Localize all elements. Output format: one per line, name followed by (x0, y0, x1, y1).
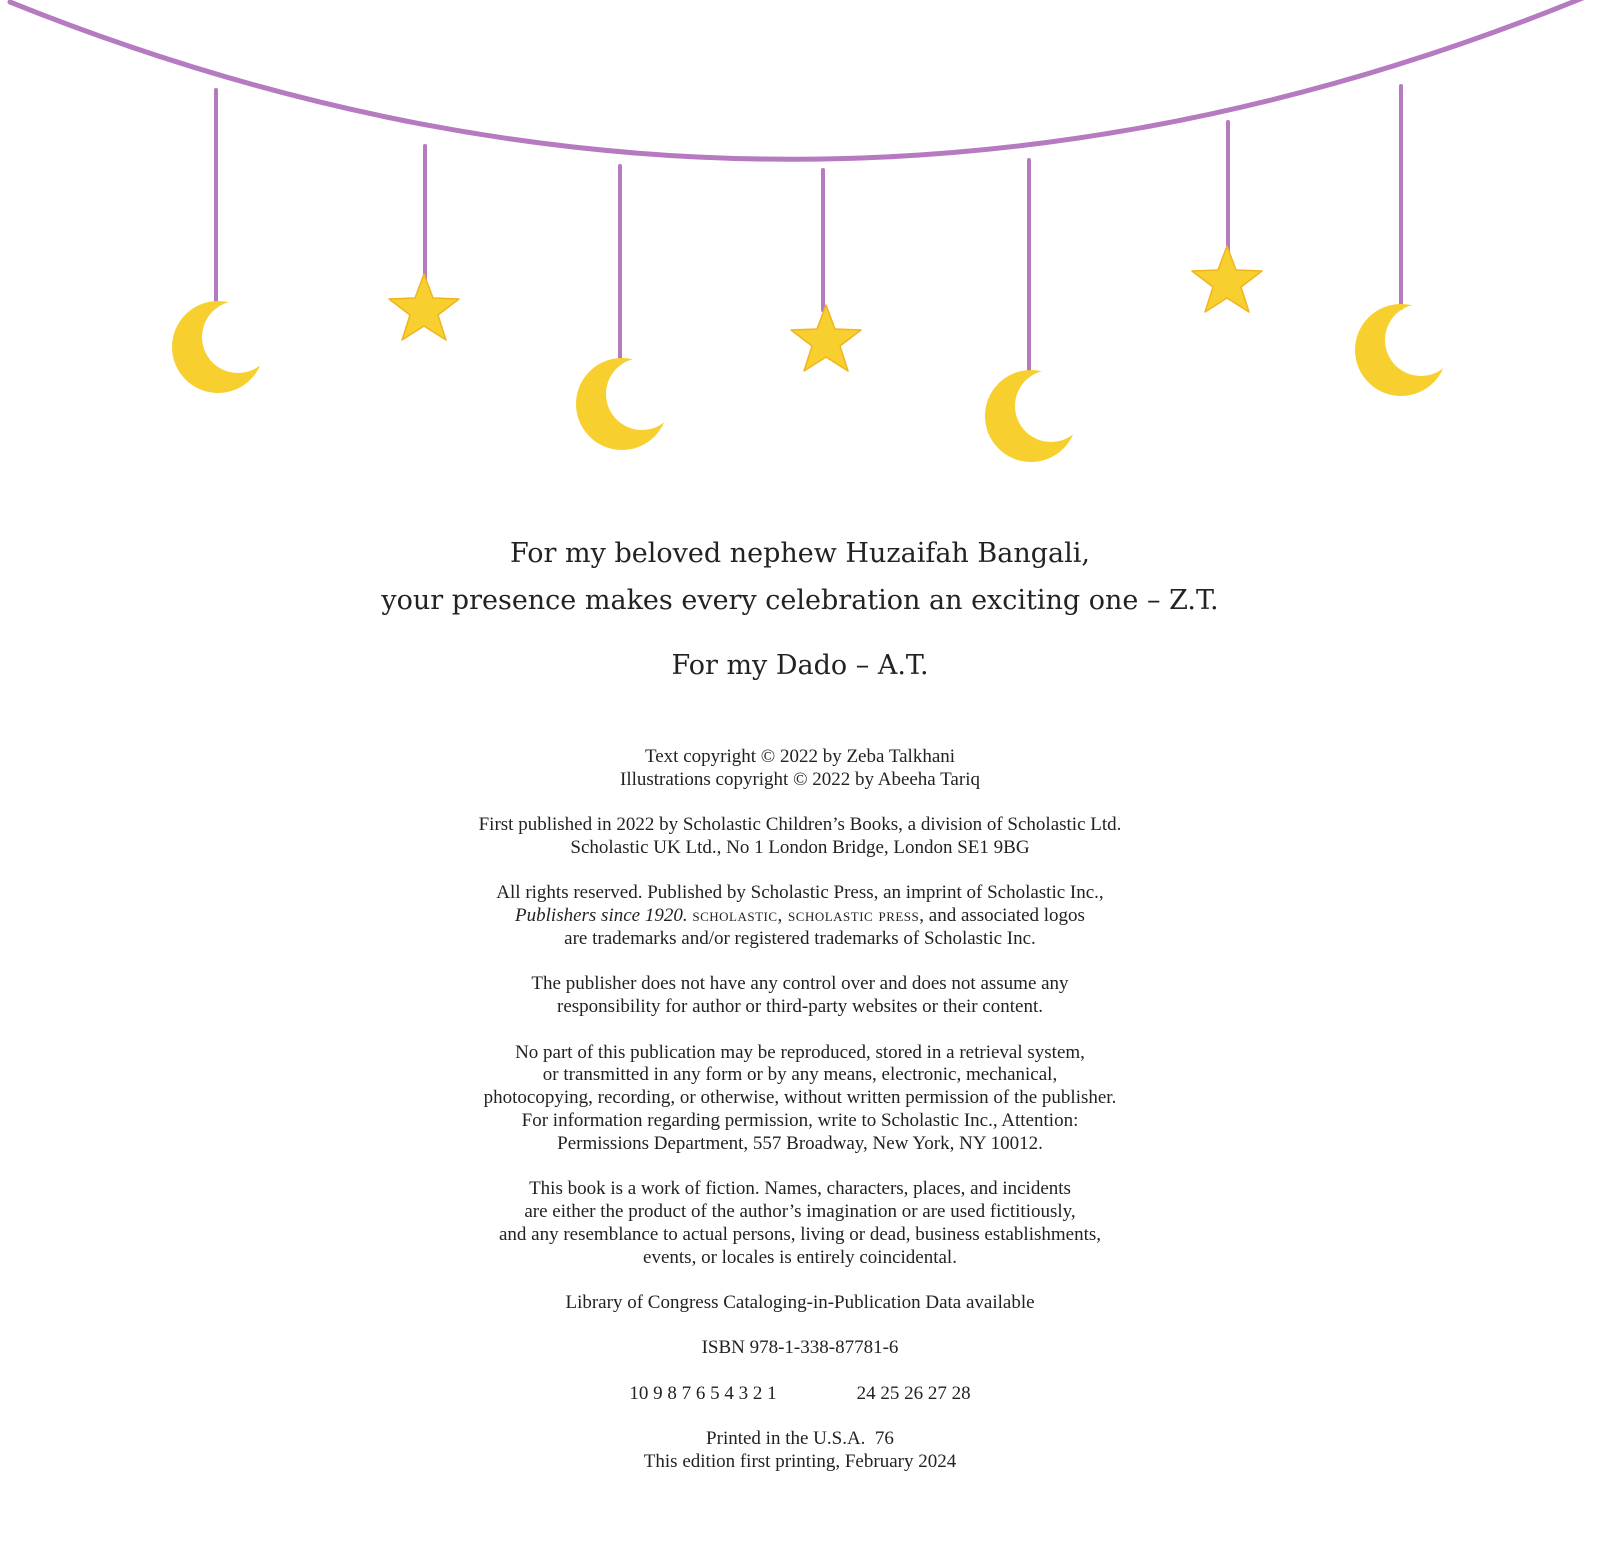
dedication (0, 530, 1600, 689)
fiction-line: are either the product of the author’s imagination or are used fictitiously, (524, 1200, 1076, 1222)
dedication-line: your presence makes every celebration an exciting one – Z.T. (381, 585, 1219, 616)
reproduction-line: or transmitted in any form or by any means, electronic, mechanical, (542, 1064, 1058, 1086)
star-icon (389, 274, 459, 340)
printing-numbers (0, 1383, 1600, 1406)
reproduction-notice (0, 1042, 1600, 1156)
moon-icon (576, 358, 668, 450)
publisher-disclaimer (0, 973, 1600, 1019)
star-icon (791, 305, 861, 371)
edition-line: This edition first printing, February 2024 (643, 1450, 957, 1472)
library-notice (0, 1292, 1600, 1315)
dedication-line: For my beloved nephew Huzaifah Bangali, (510, 538, 1090, 569)
reproduction-line: For information regarding permission, write to Scholastic Inc., Attention: (521, 1109, 1079, 1131)
rights-rest: , and associated logos (919, 905, 1085, 927)
moon-icon (172, 301, 264, 393)
year-line-numbers: 24 25 26 27 28 (856, 1382, 971, 1404)
print-line-numbers: 10 9 8 7 6 5 4 3 2 1 (629, 1382, 777, 1404)
fiction-line: and any resemblance to actual persons, living or dead, business establishments, (498, 1223, 1102, 1245)
rights-notice (0, 882, 1600, 950)
published-line: Scholastic UK Ltd., No 1 London Bridge, London SE1 9BG (570, 836, 1030, 858)
garland-illustration (0, 0, 1600, 480)
disclaimer-line: The publisher does not have any control over and does not assume any (531, 973, 1069, 995)
moon-icon (985, 370, 1077, 462)
trademark-names: scholastic, scholastic press (692, 905, 920, 927)
rights-line (0, 905, 1600, 928)
moon-icon (1355, 304, 1447, 396)
rights-line: are trademarks and/or registered trademarks of Scholastic Inc. (564, 927, 1036, 949)
printed-in: Printed in the U.S.A. 76 (706, 1428, 894, 1450)
fiction-line: events, or locales is entirely coincidental. (643, 1246, 957, 1268)
published-line: First published in 2022 by Scholastic Children’s Books, a division of Scholastic Ltd. (478, 814, 1122, 836)
library-line: Library of Congress Cataloging-in-Publication Data available (565, 1291, 1035, 1313)
illustrations-copyright: Illustrations copyright © 2022 by Abeeha Tariq (620, 768, 980, 790)
fiction-line: This book is a work of fiction. Names, characters, places, and incidents (529, 1178, 1071, 1200)
disclaimer-line: responsibility for author or third-party websites or their content. (557, 996, 1043, 1018)
printing-notice (0, 1428, 1600, 1474)
rights-line: All rights reserved. Published by Scholastic Press, an imprint of Scholastic Inc., (496, 882, 1104, 904)
publication-notice (0, 814, 1600, 860)
dedication-line: For my Dado – A.T. (671, 650, 929, 681)
fiction-notice (0, 1178, 1600, 1269)
text-copyright: Text copyright © 2022 by Zeba Talkhani (644, 746, 956, 767)
reproduction-line: Permissions Department, 557 Broadway, New York, NY 10012. (557, 1132, 1043, 1154)
isbn-notice (0, 1337, 1600, 1360)
garland-string (10, 0, 1590, 159)
reproduction-line: No part of this publication may be reproduced, stored in a retrieval system, (515, 1041, 1085, 1063)
isbn: ISBN 978-1-338-87781-6 (701, 1337, 899, 1359)
reproduction-line: photocopying, recording, or otherwise, without written permission of the publisher. (483, 1087, 1117, 1109)
copyright-notice (0, 746, 1600, 792)
copyright-block (0, 746, 1600, 1496)
star-icon (1192, 246, 1262, 312)
publishers-since: Publishers since 1920. (515, 905, 688, 927)
